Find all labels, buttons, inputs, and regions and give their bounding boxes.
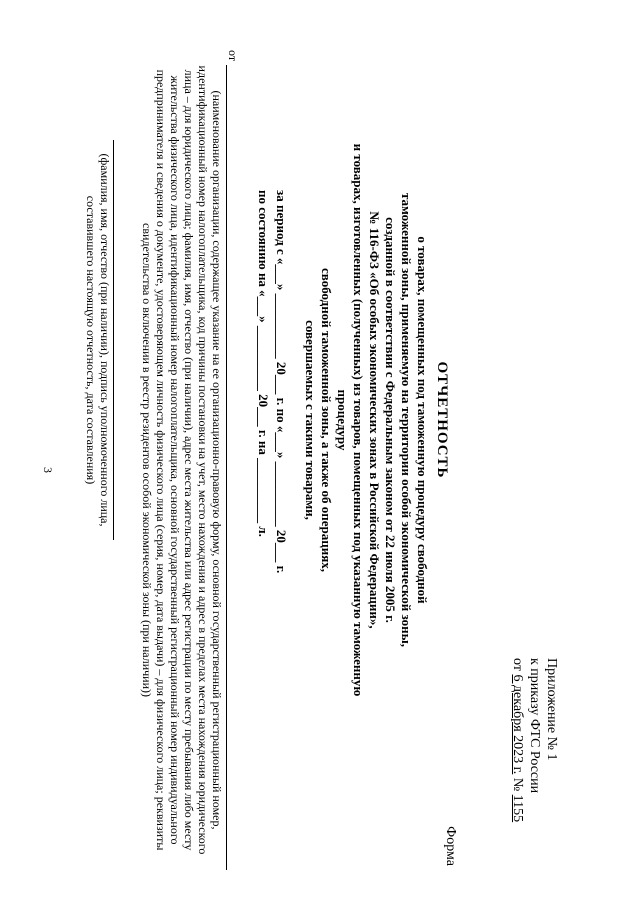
- appendix-header: [509, 658, 560, 868]
- appendix-date-prefix: от: [510, 658, 525, 671]
- title-line: совершаемых с такими товарами,: [303, 320, 318, 520]
- title-line: № 116-ФЗ «Об особых экономических зонах в Российской Федерации»,: [367, 211, 382, 629]
- title-line: и товарах, изготовленных (полученных) из товаров, помещенных под указанную таможенную процедуру: [335, 143, 366, 697]
- from-description: (наименование организации, содержащее указание на ее организационно-правовую форму, основной государственный регистрационный номер, идентификационный номер налогоплательщика, код причины постановки на учет, место нахождения и адрес в пределах места нахождения юридического лица – для юридического лица; фамилия, имя, отчество (при наличии), адрес места жительства или адрес регистрации по месту пребывания либо месту жительства физического лица, идентификационный номер налогоплательщика, основной государственный регистрационный номер индивидуального предпринимателя и сведения о документе, удостоверяющем личность физического лица (серия, номер, дата выдачи) – для физического лица; реквизиты свидетельства о включении в реестр резидентов особой экономической зоны (при наличии)): [140, 65, 224, 855]
- appendix-line-1: Приложение № 1: [544, 658, 559, 761]
- report-title-block: [302, 140, 450, 700]
- report-period: [254, 190, 290, 750]
- signature-description: (фамилия, имя, отчество (при наличии), подпись уполномоченного лица, составившего настоящую отчетность, дата составления): [84, 153, 112, 527]
- form-label: Форма: [443, 826, 458, 866]
- appendix-line-2: к приказу ФТС России: [527, 658, 542, 794]
- title-line: свободной таможенной зоны, а также об операциях,: [319, 268, 334, 572]
- period-range-line: за период с «___» __________ 20___ г. по «___» __________ 20___ г.: [274, 190, 289, 574]
- from-block: [140, 50, 240, 870]
- signature-rule: [113, 140, 114, 540]
- document-sheet: [60, 40, 580, 880]
- from-label: от: [226, 50, 240, 62]
- title-line: созданной в соответствии с Федеральным законом от 22 июля 2005 г.: [383, 217, 398, 623]
- from-line: [226, 50, 240, 870]
- page-number: 3: [41, 467, 55, 473]
- period-state-line: по состоянию на «___» __________ 20___ г. на __________ л.: [256, 190, 271, 537]
- appendix-no-label: №: [510, 777, 525, 792]
- report-title: ОТЧЕТНОСТЬ: [434, 361, 450, 479]
- from-rule: [226, 65, 236, 870]
- appendix-line-3: [509, 658, 526, 868]
- title-line: таможенной зоны, применяемую на территории особой экономической зоны,: [399, 192, 414, 648]
- appendix-date: 6 декабря 2023 г.: [510, 674, 525, 775]
- appendix-number: 1155: [510, 794, 525, 823]
- title-line: о товарах, помещенных под таможенную процедуру свободной: [415, 236, 430, 604]
